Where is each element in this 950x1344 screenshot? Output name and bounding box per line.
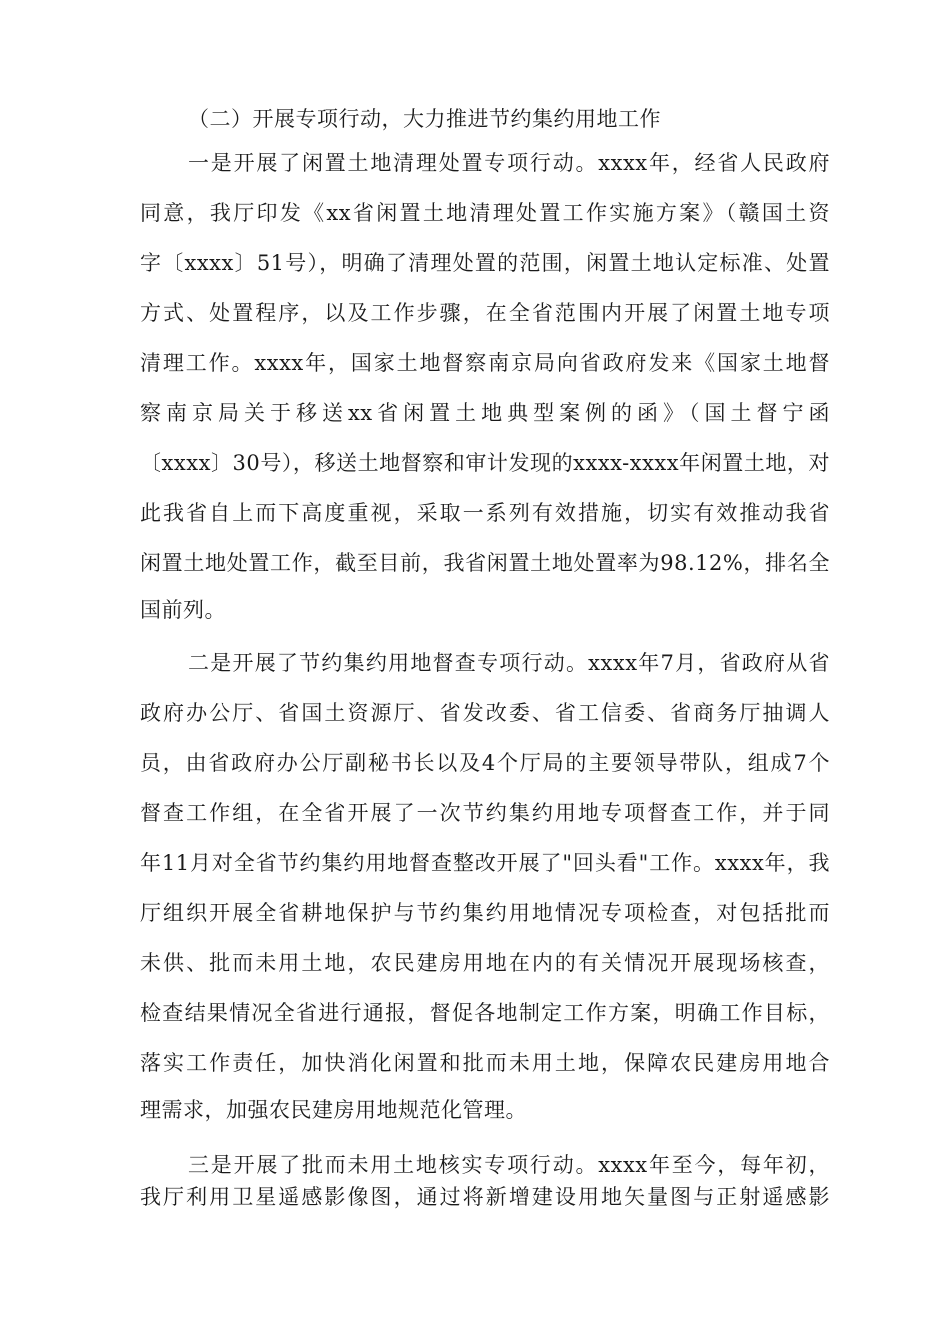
paragraph2-line-3: 员，由省政府办公厅副秘书长以及4个厅局的主要领导带队，组成7个 [140,751,830,775]
paragraph2-line-7: 未供、批而未用土地，农民建房用地在内的有关情况开展现场核查， [140,951,830,975]
paragraph3-line-1: 三是开展了批而未用土地核实专项行动。xxxx年至今，每年初， [188,1153,830,1177]
paragraph1-line-3: 字〔xxxx〕51号），明确了清理处置的范围，闲置土地认定标准、处置 [140,251,830,275]
paragraph2-line-5: 年11月对全省节约集约用地督查整改开展了"回头看"工作。xxxx年，我 [140,851,830,875]
section-heading: （二）开展专项行动，大力推进节约集约用地工作 [188,107,661,131]
paragraph1-line-1: 一是开展了闲置土地清理处置专项行动。xxxx年，经省人民政府 [188,151,830,175]
paragraph1-line-10: 国前列。 [140,598,226,622]
paragraph1-line-6: 察南京局关于移送xx省闲置土地典型案例的函》（国土督宁函 [140,401,830,425]
paragraph2-line-4: 督查工作组，在全省开展了一次节约集约用地专项督查工作，并于同 [140,801,830,825]
paragraph2-line-2: 政府办公厅、省国土资源厅、省发改委、省工信委、省商务厅抽调人 [140,701,830,725]
paragraph1-line-5: 清理工作。xxxx年，国家土地督察南京局向省政府发来《国家土地督 [140,351,830,375]
paragraph2-line-10: 理需求，加强农民建房用地规范化管理。 [140,1098,527,1122]
paragraph1-line-8: 此我省自上而下高度重视，采取一系列有效措施，切实有效推动我省 [140,501,830,525]
paragraph1-line-4: 方式、处置程序，以及工作步骤，在全省范围内开展了闲置土地专项 [140,301,830,325]
paragraph1-line-9: 闲置土地处置工作，截至目前，我省闲置土地处置率为98.12%，排名全 [140,551,830,575]
paragraph2-line-1: 二是开展了节约集约用地督查专项行动。xxxx年7月，省政府从省 [188,651,830,675]
paragraph2-line-9: 落实工作责任，加快消化闲置和批而未用土地，保障农民建房用地合 [140,1051,830,1075]
paragraph2-line-8: 检查结果情况全省进行通报，督促各地制定工作方案，明确工作目标， [140,1001,830,1025]
paragraph1-line-2: 同意，我厅印发《xx省闲置土地清理处置工作实施方案》（赣国土资 [140,201,830,225]
paragraph2-line-6: 厅组织开展全省耕地保护与节约集约用地情况专项检查，对包括批而 [140,901,830,925]
paragraph1-line-7: 〔xxxx〕30号），移送土地督察和审计发现的xxxx-xxxx年闲置土地，对 [140,451,830,475]
paragraph3-line-2: 我厅利用卫星遥感影像图，通过将新增建设用地矢量图与正射遥感影 [140,1185,830,1209]
